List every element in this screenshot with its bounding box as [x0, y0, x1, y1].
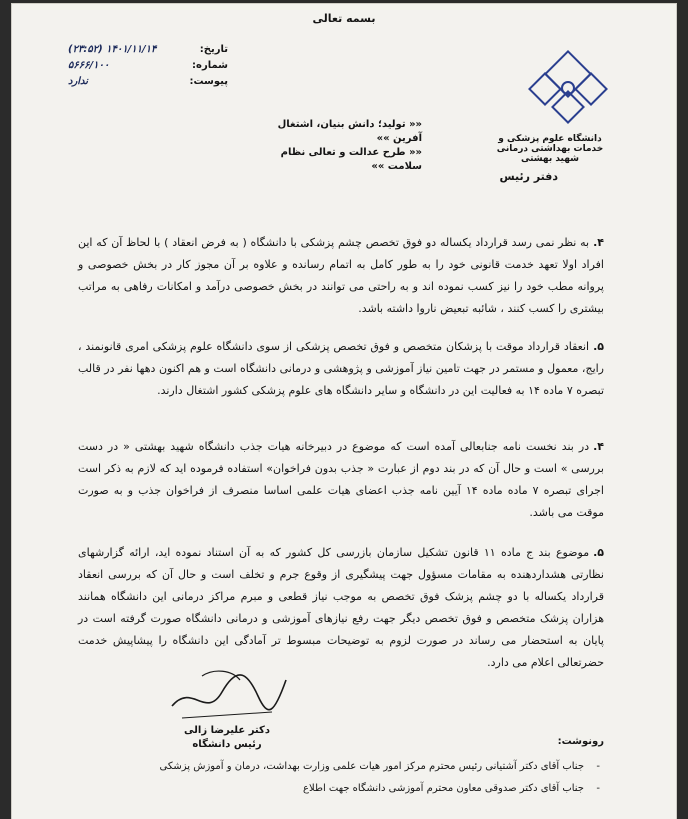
- signatory-block: [152, 724, 302, 752]
- attachment-value: ندارد: [68, 76, 89, 87]
- paragraph-text: موضوع بند ج ماده ۱۱ قانون تشکیل سازمان بازرسی کل کشور که به آن استناد نموده اید، ارائه گزارشهای نظارتی هشداردهنده به مقامات مسؤول جهت پیشگیری از وقوع جرم و تخلف است و حال آن که بررسی انعقاد قرارداد یکساله با دو چشم پزشک فوق تخصص به موجب نیاز قطعی و مبرم مراکز درمانی این دانشگاه همانند هزاران پزشک متخصص و فوق تخصص دیگر جهت رفع نیازهای آموزشی و درمانی دانشگاه صورت گرفته است در پایان به استحضار می رساند در صورت لزوم به توضیحات مبسوط تر آمادگی این دانشگاه را پیشاپیش خدمت حضرتعالی اعلام می دارد.: [78, 546, 604, 669]
- office-title: دفتر رئیس: [499, 170, 558, 183]
- date-row: [68, 42, 228, 58]
- handwritten-signature: [162, 662, 292, 724]
- letter-meta: [68, 42, 228, 90]
- attachment-row: [68, 74, 228, 90]
- paragraph-number: ۴.: [593, 236, 604, 249]
- signatory-title: رئیس دانشگاه: [192, 739, 262, 750]
- letter-page: [12, 4, 676, 819]
- signatory-name: دکتر علیرضا زالی: [184, 725, 270, 736]
- slogans: [262, 118, 422, 174]
- paragraph-2: [78, 336, 604, 402]
- paragraph-text: به نظر نمی رسد قرارداد یکساله دو فوق تخصص چشم پزشکی با دانشگاه ( به فرض انعقاد ) با لحاظ آن که این افراد اولا تعهد خدمت قانونی خود را به طور کامل به اتمام رسانده و علاوه بر آن مجوز کار در بخش خصوصی و پروانه مطب خود را نیز کسب نموده اند و به راحتی می توانند در بخش خصوصی درآمد و امکانات رفاهی به مراتب بیشتری را کسب کنند ، شائبه تبعیض ناروا داشته باشد.: [78, 236, 604, 315]
- attachment-label: پیوست:: [189, 76, 228, 87]
- number-row: [68, 58, 228, 74]
- university-logo: [526, 48, 610, 132]
- paragraph-4: [78, 542, 604, 674]
- date-label: تاریخ:: [199, 44, 228, 55]
- slogan-2: «« طرح عدالت و تعالی نظام سلامت »»: [280, 147, 422, 172]
- paragraph-text: در بند نخست نامه جنابعالی آمده است که موضوع در دبیرخانه هیات جذب دانشگاه شهید بهشتی « در دست بررسی » است و حال آن که در بند دوم از عبارت « جذب بدون فراخوان» استفاده فرموده اید که لازم به ذکر است اجرای تبصره ۷ ماده ماده ۱۴ آیین نامه جذب اعضای هیات علمی اساسا منصرف از فراخوان جذب و به صورت موقت می باشد.: [78, 440, 604, 519]
- paragraph-1: [78, 232, 604, 320]
- paragraph-text: انعقاد قرارداد موقت با پزشکان متخصص و فوق تخصص پزشکی از سوی دانشگاه علوم پزشکی امری قانونمند ، رایج، معمول و مستمر در جهت تامین نیاز آموزشی و پژوهشی و درمانی دانشگاه است و هم اکنون دهها نفر در قالب تبصره ۷ ماده ۱۴ به فعالیت این در دانشگاه و سایر دانشگاه های علوم پزشکی کشور اشتغال دارند.: [78, 340, 604, 397]
- cc-item: - جناب آقای دکتر آشتیانی رئیس محترم مرکز امور هیات علمی وزارت بهداشت، درمان و آموزش پزشکی: [140, 756, 600, 778]
- university-name: دانشگاه علوم پزشکی و خدمات بهداشتی درمانی شهید بهشتی: [496, 134, 604, 164]
- paragraph-number: ۴.: [593, 440, 604, 453]
- basmala-heading: بسمه تعالی: [312, 12, 376, 25]
- paragraph-number: ۵.: [593, 546, 605, 559]
- cc-item: - جناب آقای دکتر صدوقی معاون محترم آموزشی دانشگاه جهت اطلاع: [140, 778, 600, 800]
- number-label: شماره:: [192, 60, 228, 71]
- slogan-1: «« تولید؛ دانش بنیان، اشتغال آفرین »»: [277, 119, 422, 144]
- paragraph-3: [78, 436, 604, 524]
- paragraph-number: ۵.: [593, 340, 604, 353]
- cc-list: [140, 756, 600, 800]
- date-value: ۱۴۰۱/۱۱/۱۴ (۲۳:۵۲): [68, 44, 157, 55]
- cc-title: رونوشت:: [557, 736, 604, 747]
- number-value: ۵۶۶۶/۱۰۰: [68, 60, 110, 71]
